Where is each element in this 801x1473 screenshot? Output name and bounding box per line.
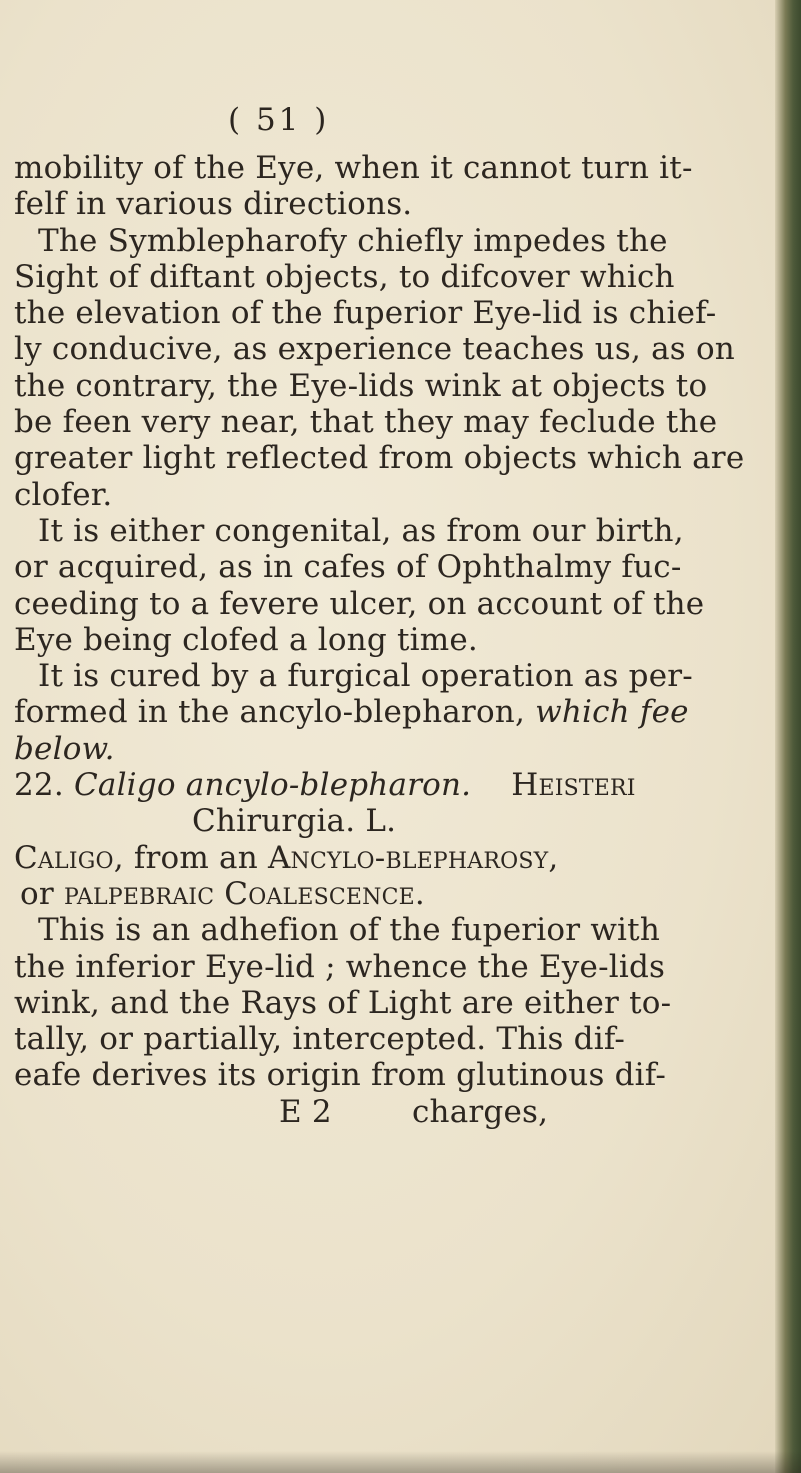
signature-line xyxy=(14,1094,754,1130)
text-line: Eye being clofed a long time. xyxy=(14,621,478,658)
text-line: The Symblepharofy chiefly impedes the xyxy=(38,222,668,259)
text-line: It is cured by a furgical operation as per- xyxy=(38,658,693,695)
section-title xyxy=(14,840,754,876)
signature-mark: E 2 xyxy=(279,1093,332,1130)
entry-heading xyxy=(14,767,754,803)
page-number: ( 51 ) xyxy=(228,102,330,138)
section-title-term: Caligo, xyxy=(14,839,124,876)
entry-latin-name: Caligo ancylo-blepharon. xyxy=(73,767,472,804)
italic-reference: which fee xyxy=(535,694,689,731)
italic-reference: below. xyxy=(14,730,115,767)
text-line: felf in various directions. xyxy=(14,186,413,223)
text-line: the contrary, the Eye-lids wink at objects to xyxy=(14,367,708,404)
text-line xyxy=(14,694,754,730)
text-line: greater light reflected from objects which are xyxy=(14,440,745,477)
section-title-english: Ancylo-blepharosy, xyxy=(267,839,559,876)
text-line: This is an adhefion of the fuperior with xyxy=(38,912,660,949)
text-line: It is either congenital, as from our birth, xyxy=(38,512,684,549)
book-spine-edge xyxy=(775,0,801,1473)
text-line: Sight of diftant objects, to difcover which xyxy=(14,258,675,295)
text-line-segment: formed in the ancylo-blepharon, xyxy=(14,694,536,731)
page-text xyxy=(14,150,754,1130)
entry-author: Heisteri xyxy=(511,767,636,804)
text-line: the elevation of the fuperior Eye-lid is chief- xyxy=(14,295,717,332)
entry-source: Chirurgia. L. xyxy=(192,803,397,840)
text-line: mobility of the Eye, when it cannot turn it- xyxy=(14,150,693,186)
section-subtitle xyxy=(14,876,754,912)
catchword: charges, xyxy=(412,1093,549,1130)
text-line: the inferior Eye-lid ; whence the Eye-lids xyxy=(14,948,666,985)
text-line: ly conducive, as experience teaches us, as on xyxy=(14,331,735,368)
text-line: or acquired, as in cafes of Ophthalmy fuc- xyxy=(14,549,682,586)
text-line: tally, or partially, intercepted. This dif- xyxy=(14,1021,626,1058)
entry-number: 22. xyxy=(14,767,64,804)
text-line: wink, and the Rays of Light are either to- xyxy=(14,984,672,1021)
text-line: be feen very near, that they may feclude the xyxy=(14,404,718,441)
section-subtitle-connector: or xyxy=(20,875,64,912)
page-bottom-shadow xyxy=(0,1451,801,1473)
section-title-connector: from an xyxy=(123,839,268,876)
text-line: clofer. xyxy=(14,476,113,513)
text-line: ceeding to a fevere ulcer, on account of the xyxy=(14,585,705,622)
text-line: eafe derives its origin from glutinous dif- xyxy=(14,1057,667,1094)
section-subtitle-term: palpebraic Coalescence. xyxy=(63,875,425,912)
